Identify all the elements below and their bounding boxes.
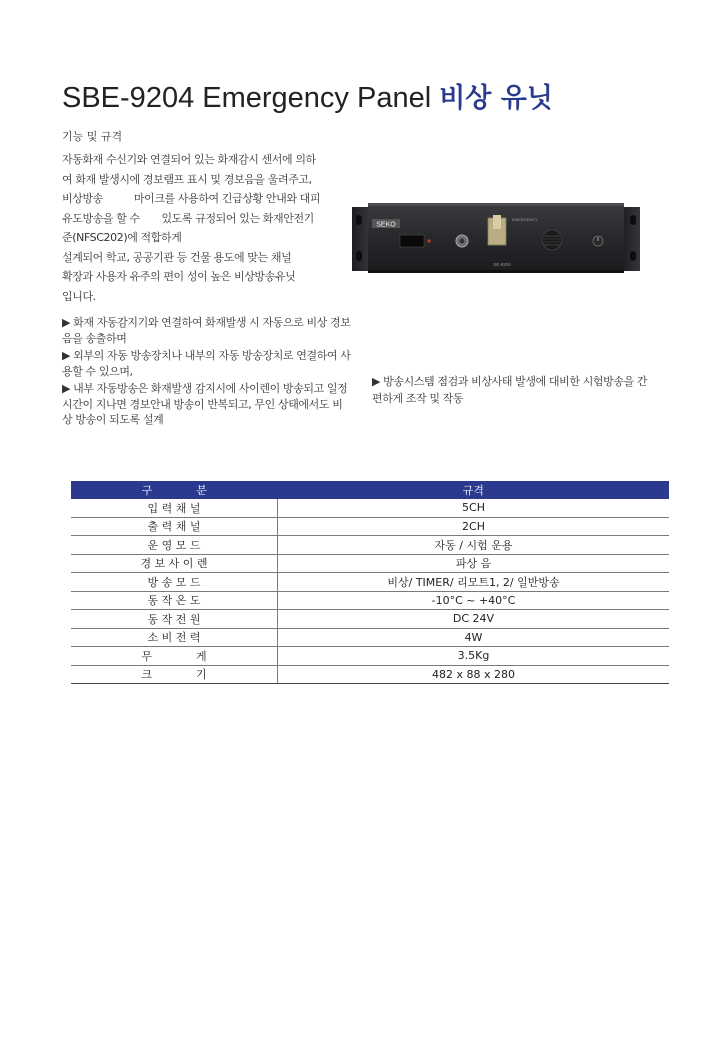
spec-name: 방 송 모 드 [71, 573, 278, 592]
table-row [71, 499, 669, 517]
table-header-row [71, 481, 669, 499]
spec-value: 4W [278, 628, 670, 647]
spec-name: 동 작 전 원 [71, 610, 278, 629]
spec-value: 비상/ TIMER/ 리모트1, 2/ 일반방송 [278, 573, 670, 592]
spec-name: 소 비 전 력 [71, 628, 278, 647]
spec-name: 운 영 모 드 [71, 536, 278, 555]
brand-label: SEKO [376, 221, 396, 229]
table-row [71, 536, 669, 555]
indicator-led [427, 239, 430, 242]
column-header-category: 구 분 [71, 481, 278, 499]
page-title [62, 76, 553, 115]
spec-value: 3.5Kg [278, 647, 670, 666]
spec-value: 482 x 88 x 280 [278, 665, 670, 684]
description-line: 여 화재 발생시에 경보램프 표시 및 경보음을 울려주고, [62, 172, 312, 186]
description-line: 확장과 사용자 유주의 편이 성이 높은 비상방송유닛 [62, 270, 296, 283]
spec-name: 동 작 온 도 [71, 591, 278, 610]
spec-value: 파상 음 [278, 554, 670, 573]
table-row [71, 591, 669, 610]
rack-unit-illustration [352, 203, 640, 273]
product-image [352, 203, 640, 273]
table-row [71, 665, 669, 684]
feature-list-left [62, 315, 352, 430]
spec-name: 출 력 채 널 [71, 517, 278, 536]
table-row [71, 554, 669, 573]
spec-value: 2CH [278, 517, 670, 536]
feature-item: ▶ 외부의 자동 방송장치나 내부의 자동 방송장치로 연결하여 사용할 수 있으며, [62, 349, 351, 378]
description-line: 준(NFSC202)에 적합하게 [62, 231, 182, 244]
table-row [71, 610, 669, 629]
spec-value: 자동 / 시험 운용 [278, 536, 670, 555]
description-line: 유도방송을 할 수 있도록 규정되어 있는 화재안전기 [62, 211, 314, 225]
spec-value: 5CH [278, 499, 670, 517]
display-window [400, 235, 424, 247]
spec-name: 경 보 사 이 렌 [71, 554, 278, 573]
spec-name: 무 게 [71, 647, 278, 666]
title-model: SBE-9204 Emergency Panel [62, 82, 432, 114]
feature-list-right [372, 373, 652, 409]
section-heading: 기능 및 규격 [62, 130, 123, 143]
table-row [71, 573, 669, 592]
description-line: 설계되어 학교, 공공기관 등 건물 용도에 맞는 채널 [62, 250, 292, 264]
spec-name: 크 기 [71, 665, 278, 684]
description [62, 150, 352, 306]
feature-item: ▶ 내부 자동방송은 화재발생 감지시에 사이렌이 방송되고 일정시간이 지나면 경보안내 방송이 반복되고, 무인 상태에서도 비상 방송이 되도록 설계 [62, 382, 348, 426]
description-line: 자동화재 수신기와 연결되어 있는 화재감시 센서에 의하 [62, 153, 316, 166]
table-row [71, 647, 669, 666]
description-line: 비상방송 마이크를 사용하여 긴급상황 안내와 대피 [62, 192, 321, 205]
feature-item: ▶ 화재 자동감지기와 연결하여 화재발생 시 자동으로 비상 경보음을 송출하며 [62, 316, 351, 345]
spec-value: -10°C ~ +40°C [278, 591, 670, 610]
description-line: 입니다. [62, 289, 96, 303]
model-label: SE-9204 [493, 262, 511, 267]
column-header-spec: 규격 [278, 481, 670, 499]
speaker-grille [542, 230, 562, 250]
feature-item: ▶ 방송시스템 점검과 비상사태 발생에 대비한 시험방송을 간편하게 조작 및 작동 [372, 375, 648, 405]
spec-table [71, 481, 669, 684]
svg-text:EMERGENCY: EMERGENCY [512, 217, 538, 222]
table-row [71, 517, 669, 536]
spec-name: 입 력 채 널 [71, 499, 278, 517]
table-row [71, 628, 669, 647]
title-korean: 비상 유닛 [439, 83, 553, 114]
spec-value: DC 24V [278, 610, 670, 629]
